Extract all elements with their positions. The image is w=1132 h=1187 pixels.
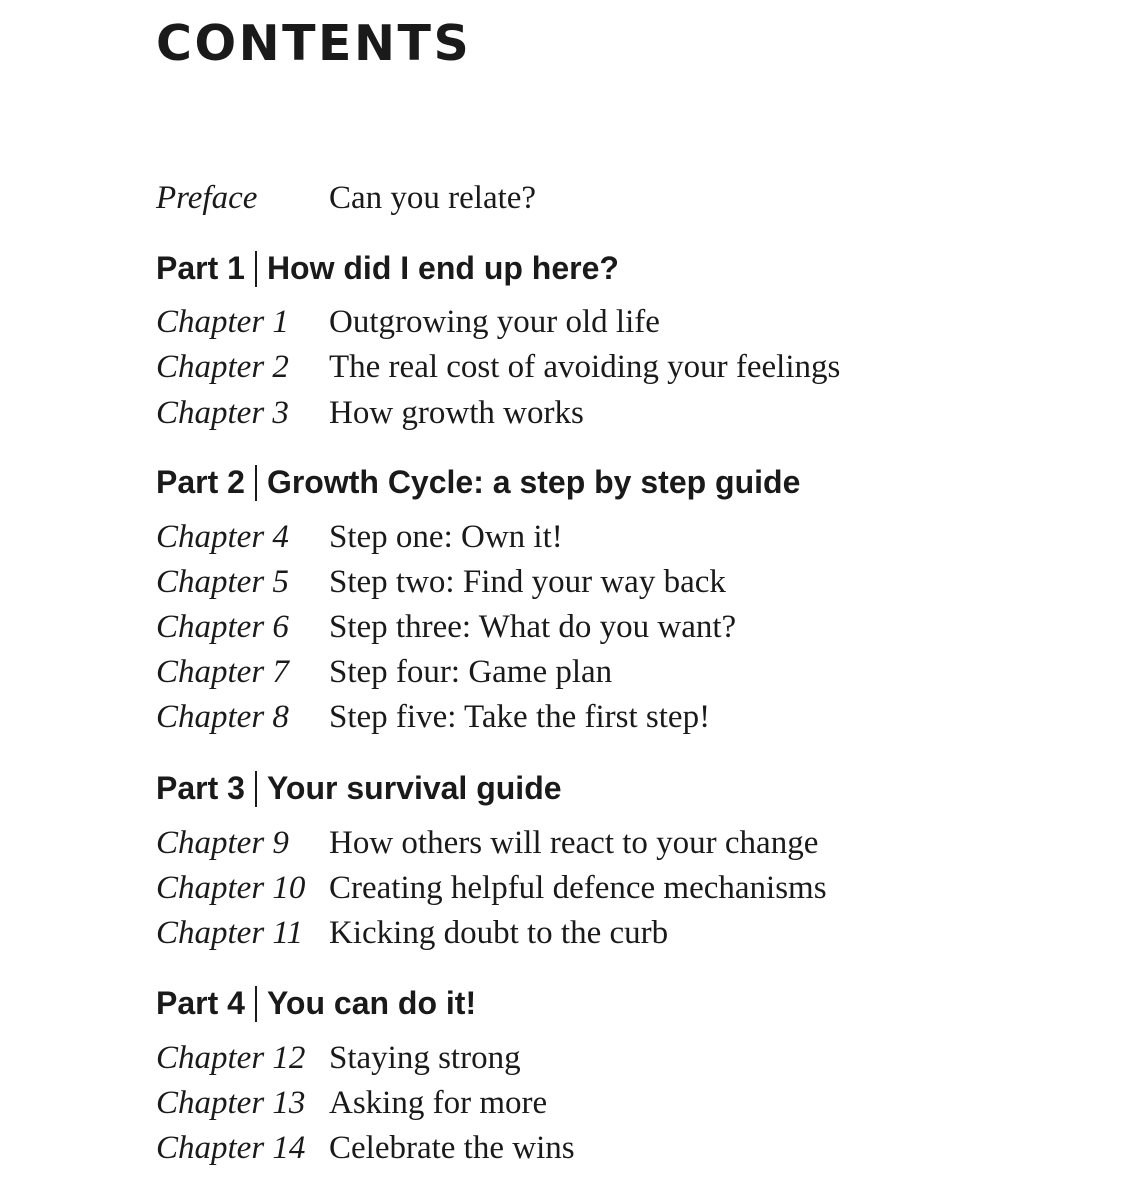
entry-label: Preface: [156, 180, 258, 216]
part-title: Growth Cycle: a step by step guide: [266, 464, 801, 500]
entry-label: Chapter 11: [156, 915, 303, 951]
entry-label: Chapter 6: [156, 609, 289, 645]
entry-title: How others will react to your change: [329, 825, 819, 861]
entry-title: Step five: Take the first step!: [329, 699, 711, 735]
entry-title: Step two: Find your way back: [329, 564, 726, 600]
entry-title: Kicking doubt to the curb: [329, 915, 669, 951]
part-label: Part 4: [156, 985, 245, 1021]
entry-title: Step four: Game plan: [329, 654, 613, 690]
part-title: You can do it!: [266, 985, 477, 1021]
part-label: Part 1: [156, 250, 245, 286]
divider: [255, 251, 257, 287]
entry-label: Chapter 2: [156, 349, 289, 385]
divider: [255, 465, 257, 501]
divider: [255, 986, 257, 1022]
entry-label: Chapter 5: [156, 564, 289, 600]
entry-title: Staying strong: [329, 1040, 521, 1076]
part-heading-2[interactable]: [156, 460, 800, 504]
entry-label: Chapter 4: [156, 519, 289, 555]
entry-label: Chapter 9: [156, 825, 289, 861]
entry-label: Chapter 7: [156, 654, 289, 690]
entry-title: Outgrowing your old life: [329, 304, 660, 340]
entry-label: Chapter 13: [156, 1085, 306, 1121]
entry-title: Asking for more: [329, 1085, 548, 1121]
part-title: Your survival guide: [266, 770, 562, 806]
part-label: Part 3: [156, 770, 245, 806]
page-title: CONTENTS: [156, 15, 472, 72]
part-heading-3[interactable]: [156, 766, 562, 810]
part-heading-1[interactable]: [156, 246, 619, 290]
entry-title: Can you relate?: [329, 180, 537, 216]
part-title: How did I end up here?: [266, 250, 619, 286]
divider: [255, 771, 257, 807]
entry-label: Chapter 3: [156, 395, 289, 431]
entry-title: Celebrate the wins: [329, 1130, 575, 1166]
entry-title: Step three: What do you want?: [329, 609, 737, 645]
entry-label: Chapter 8: [156, 699, 289, 735]
entry-label: Chapter 12: [156, 1040, 306, 1076]
entry-title: The real cost of avoiding your feelings: [329, 349, 841, 385]
entry-title: How growth works: [329, 395, 584, 431]
entry-title: Creating helpful defence mechanisms: [329, 870, 827, 906]
part-heading-4[interactable]: [156, 981, 476, 1025]
entry-label: Chapter 1: [156, 304, 289, 340]
entry-label: Chapter 14: [156, 1130, 306, 1166]
part-label: Part 2: [156, 464, 245, 500]
entry-label: Chapter 10: [156, 870, 306, 906]
entry-title: Step one: Own it!: [329, 519, 563, 555]
